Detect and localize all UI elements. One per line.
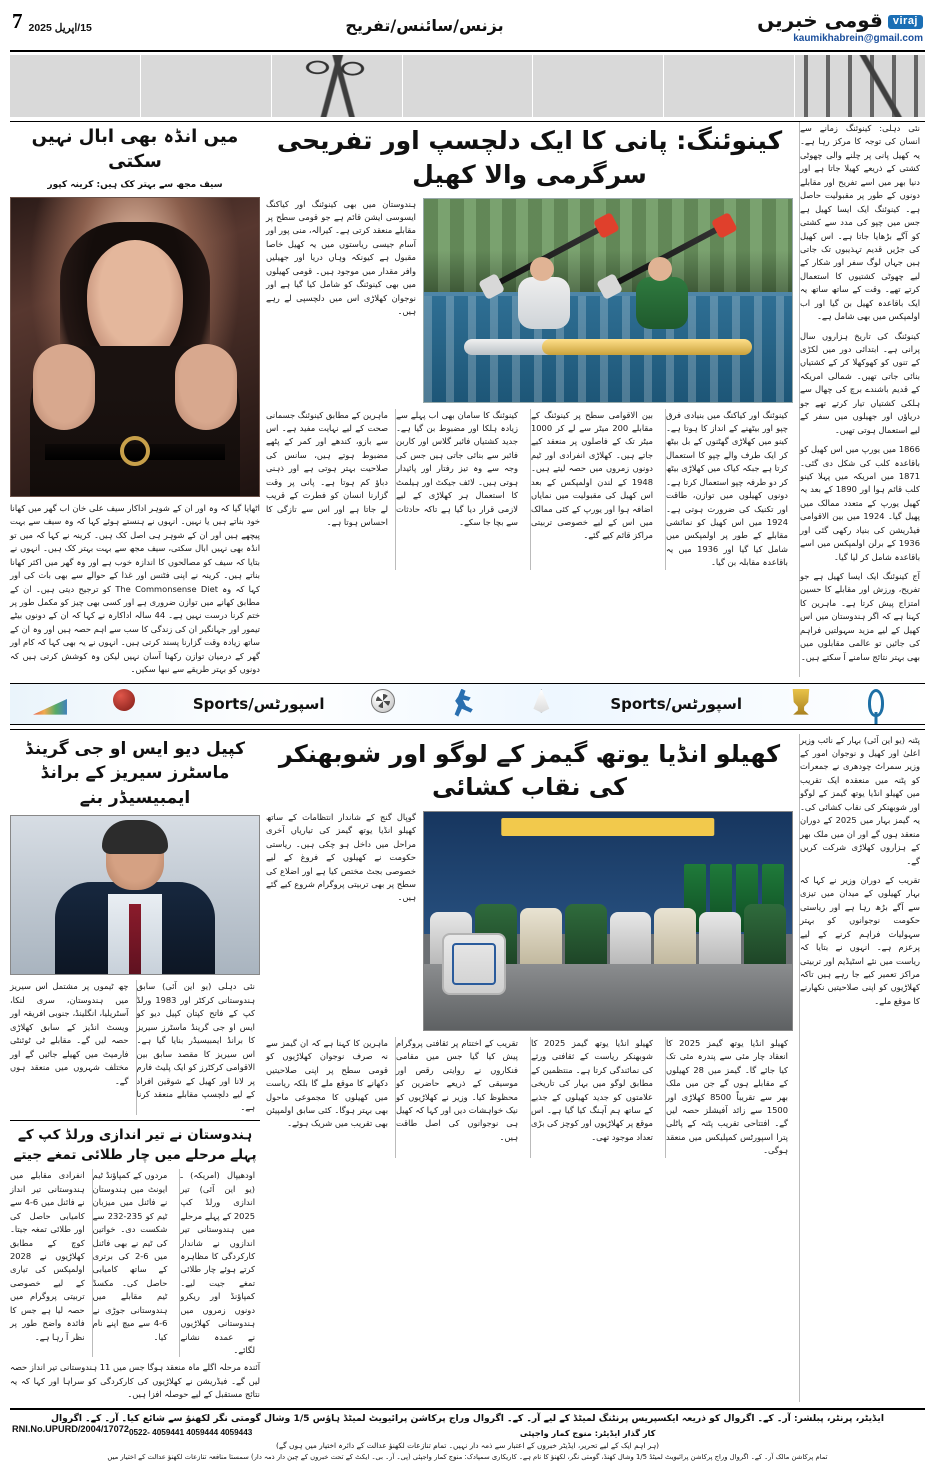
kareena-article	[10, 122, 260, 677]
strip-globes-photo	[141, 55, 271, 117]
kareena-column-1: اٹھایا گیا کہ وہ اور ان کے شوہر اداکار سیف علی خان اب گھر میں کھانا خود بناتے ہیں یا نہیں۔ انہوں نے ہنستے ہوئے کہا کہ وہ سیف سے بہت پیچھے ہیں اور ان کے شوہر ہی اصل کک ہیں۔ کرینہ نے کہا کہ میں تو انڈہ بھی نہیں ابال سکتی، سیف مجھ سے بہت بہتر کک ہیں۔ انہوں نے بتایا کہ سیف کو مصالحوں کا اندازہ خوب ہے اور وہ گھر میں اکثر کھانا بناتے ہیں۔ کرینہ نے اپنی فٹنس اور غذا کے حوالے سے بھی بات کی اور کہا کہ وہ The Commonsense Diet کو ترجیح دیتی ہیں۔ ان کے مطابق کھانے میں توازن ضروری ہے اور کسی بھی چیز کو مکمل طور پر ختم کرنا درست نہیں ہے۔ 44 سالہ اداکارہ نے کہا کہ ان کے دونوں بیٹے تیمور اور جہانگیر ان کی زندگی کا سب سے اہم حصہ ہیں اور وہ ان کے ساتھ زیادہ وقت گزارنا پسند کرتی ہیں۔ انہوں نے یہ بھی کہا کہ کام اور گھر کے درمیان توازن رکھنا آسان نہیں لیکن وہ کوشش کرتی ہیں کہ دونوں کو بہتر طریقے سے نبھا سکیں۔	[10, 502, 260, 675]
masthead-left	[12, 10, 92, 34]
kayak-body-columns	[266, 409, 793, 570]
kayak-top-row	[266, 198, 793, 403]
kapil-tie	[129, 904, 141, 974]
footer-imprint-text: ایڈیٹر، پرنٹر، پبلشر: آر۔ کے۔ اگروال کو ذریعہ ایکسپریس پرنٹنگ لمیٹڈ کے لیے آر۔ کے۔ اگروال وراج پرکاشن پرائیویٹ لمیٹڈ ہاؤس 1/5 وشال گومتی نگر لکھنؤ سے شائع کیا۔ آر۔ کے۔ اگروال	[51, 1412, 884, 1424]
logo-drum-display	[442, 933, 506, 995]
kayak-column-5: کینوئنگ اور کیاکنگ میں بنیادی فرق چپو اور بیٹھنے کے انداز کا ہوتا ہے۔ کینو میں کھلاڑی گھٹنوں کے بل بیٹھ کر ایک طرف والے چپو کا استعمال کرتا ہے جبکہ کیاک میں کھلاڑی بیٹھ کر دو طرفہ چپو استعمال کرتا ہے۔ دونوں کھیلوں میں توازن، طاقت اور تکنیک کی ضرورت ہوتی ہے۔ 1924 میں اس کھیل کو نمائشی مقابلے کے طور پر اولمپکس میں شامل کیا گیا اور 1936 میں یہ باقاعدہ مقابلہ بن گیا۔	[665, 409, 793, 570]
football-icon	[371, 689, 405, 719]
brand-title	[757, 10, 923, 30]
top-section	[10, 122, 925, 677]
strip-market-chart-photo	[795, 55, 925, 117]
runner-icon	[450, 689, 484, 719]
archery-column-3: اودھیپال (امریکہ) ـ (یو این آئی) تیر اندازی ورلڈ کپ 2025 کے پہلے مرحلے میں ہندوستانی تیر اندازوں نے شاندار کارکردگی کا مظاہرہ کرتے ہوئے چار طلائی تمغے جیت لیے۔ کمپاؤنڈ اور ریکرو دونوں زمروں میں ہندوستانی کھلاڑیوں نے عمدہ نشانے لگائے۔	[179, 1169, 260, 1357]
khelo-column-4: کھیلو انڈیا یوتھ گیمز 2025 کا شوبھنکر ریاست کے ثقافتی ورثے کی نمائندگی کرتا ہے۔ منتظمین کے مطابق لوگو میں بہار کی تاریخی علامتوں کو جدید کھیلوں کے جذبے کے ساتھ ہم آہنگ کیا گیا ہے۔ اس موقع پر کھلاڑیوں اور کوچز کی بڑی تعداد موجود تھی۔	[530, 1037, 658, 1158]
kareena-shoulder-right	[175, 344, 237, 430]
kapil-headline: کپیل دیو ایس او جی گرینڈ ماسٹرز سیریز کے برانڈ ایمبیسیڈر بنے	[25, 738, 245, 808]
masthead	[10, 8, 925, 48]
canoe-history-3: آج کینوئنگ ایک ایسا کھیل ہے جو تفریح، ورزش اور مقابلے کا حسین امتزاج پیش کرتا ہے۔ ماہرین کا کہنا ہے کہ اگر ہندوستان میں اس کھیل کے لیے مزید سہولتیں فراہم کی جائیں تو عالمی مقابلوں میں بھی بہتر نتائج سامنے آ سکتے ہیں۔	[800, 571, 920, 662]
sports-label-right: اسپورٹس/Sports	[610, 694, 743, 713]
archery-column-1: انفرادی مقابلے میں ہندوستانی تیر انداز نے فائنل میں 6-4 سے کامیابی حاصل کی اور طلائی تمغہ جیتا۔ کوچ کے مطابق کھلاڑیوں نے 2028 اولمپکس کی تیاری کے لیے خصوصی تربیتی پروگرام میں حصہ لیا ہے جس کا فائدہ واضح طور پر نظر آ رہا ہے۔	[10, 1170, 85, 1342]
archery-column-2: مردوں کے کمپاؤنڈ ٹیم ایونٹ میں ہندوستان نے فائنل میں میزبان ٹیم کو 235-232 سے شکست دی۔ خواتین کی ٹیم نے بھی فائنل میں 6-2 کی برتری کے ساتھ کامیابی حاصل کی۔ مکسڈ ٹیم مقابلے میں ہندوستانی جوڑی نے 6-4 سے میچ اپنے نام کیا۔	[92, 1169, 173, 1357]
kayak-lead-column	[799, 122, 925, 677]
kareena-headline: میں انڈہ بھی ابال نہیں سکتی	[31, 126, 239, 173]
viraj-badge: viraj	[888, 15, 923, 29]
kareena-photo	[10, 197, 260, 497]
footer-editor-line	[10, 1427, 925, 1439]
footer-editor: کار گذار ایڈیٹر: منوج کمار واجپئی	[519, 1427, 656, 1438]
khelo-column-2: ماہرین کا کہنا ہے کہ ان گیمز سے نہ صرف نوجوان کھلاڑیوں کو قومی سطح پر اپنی صلاحیتیں دکھانے کا موقع ملے گا بلکہ ریاست میں کھیلوں کا مجموعی ماحول بھی بہتر ہوگا۔ کئی سابق اولمپیئن بھی تقریب میں شریک ہوئے۔	[266, 1037, 388, 1129]
athlete-body	[636, 277, 688, 329]
canoe-history-1: کینوئنگ کی تاریخ ہزاروں سال پرانی ہے۔ ابتدائی دور میں لکڑی کے تنوں کو کھوکھلا کر کے کشتیاں بنائی جاتی تھیں۔ شمالی امریکہ کے قدیم باشندے برچ کی چھال سے ہلکی کشتیاں تیار کرتے تھے جو دریاؤں اور جھیلوں میں سفر کے لیے استعمال ہوتی تھیں۔	[800, 330, 920, 435]
strip-food-photo	[10, 55, 140, 117]
kayak-athlete-left	[504, 257, 588, 349]
khelo-top-row	[266, 811, 793, 1031]
kareena-shoulder-left	[33, 344, 95, 430]
strip-stadium-photo	[533, 55, 663, 117]
stage-banner	[501, 818, 714, 836]
kapil-column-1: چھ ٹیموں پر مشتمل اس سیریز میں ہندوستان، سری لنکا، آسٹریلیا، انگلینڈ، جنوبی افریقہ اور ویسٹ انڈیز کے سابق کھلاڑی حصہ لیں گے۔ مقابلے ٹی ٹوئنٹی فارمیٹ میں کھیلے جائیں گے اور مختلف شہروں میں منعقد ہوں گے۔	[10, 981, 129, 1086]
kareena-body-columns	[10, 502, 260, 677]
kayak-article	[266, 122, 793, 677]
khelo-column-1: گوپال گنج کے شاندار انتظامات کے ساتھ کھیلو انڈیا یوتھ گیمز کی تیاریاں آخری مراحل میں داخل ہو چکی ہیں۔ ریاستی حکومت نے کھیلوں کے فروغ کے لیے خصوصی بجٹ مختص کیا ہے اور اضلاع کی سطح پر بھی تربیتی پروگرام شروع کیے گئے ہیں۔	[266, 811, 416, 903]
archery-column-4: آئندہ مرحلہ اگلے ماہ منعقد ہوگا جس میں 11 ہندوستانی تیر انداز حصہ لیں گے۔ فیڈریشن نے کھلاڑیوں کی کارکردگی کو سراہا اور کہا کہ یہ نتائج مستقبل کے لیے حوصلہ افزا ہیں۔	[10, 1362, 260, 1400]
kayak-column-4: بین الاقوامی سطح پر کینوئنگ کے مقابلے 200 میٹر سے لے کر 1000 میٹر تک کے فاصلوں پر منعقد کیے جاتے ہیں۔ کھلاڑی انفرادی اور ٹیم دونوں زمروں میں حصہ لیتے ہیں۔ 1948 کے لندن اولمپکس کے بعد اس کھیل کی مقبولیت میں نمایاں اضافہ ہوا اور یورپ کے کئی ممالک میں اس کے لیے خصوصی تربیتی مراکز قائم کیے گئے۔	[530, 409, 658, 570]
athlete-body	[518, 277, 570, 329]
masthead-right	[757, 10, 923, 44]
footer-legal: تمام پرکاشن مالک آر۔ کے۔ اگروال وراج پرکاشن پرائیویٹ لمیٹڈ 1/5 وشال کھنڈ، گومتی نگر، لکھنؤ کا نام ہے۔ کاریکاری سمپادک: منوج کمار واجپئی (پی۔ آر۔ بی۔ ایکٹ کے تحت خبروں کے چین دار ذمہ دار) سمستا منافعہ تنازعات لکھنؤ عدالت کے اختیار میں	[107, 1452, 828, 1461]
khelo-column-3: تقریب کے اختتام پر ثقافتی پروگرام پیش کیا گیا جس میں مقامی فنکاروں نے روایتی رقص اور موسیقی کے ذریعے حاضرین کو محظوظ کیا۔ وزیر نے کھلاڑیوں کو نیک خواہشات دیں اور کہا کہ کھیل ہی نوجوانوں کی اصل طاقت ہیں۔	[395, 1037, 523, 1158]
kapil-hair	[102, 820, 168, 854]
athlete-head	[648, 257, 672, 281]
strip-stethoscope-photo	[272, 55, 402, 117]
canoe-history-2: 1866 میں یورپ میں اس کھیل کو باقاعدہ کلب کی شکل دی گئی۔ 1871 میں امریکہ میں پہلا کینو کلب قائم ہوا اور 1890 کے بعد یہ کھیل یورپ کے متعدد ممالک میں پھیل گیا۔ 1924 میں بین الاقوامی فیڈریشن کی بنیاد رکھی گئی اور 1936 کے برلن اولمپکس میں اسے باقاعدہ شامل کر لیا گیا۔	[800, 444, 921, 562]
footer-rni: RNI.No.UPURD/2004/17072	[12, 1423, 129, 1434]
archery-body-columns	[10, 1169, 260, 1357]
sports-label-left: اسپورٹس/Sports	[192, 694, 325, 713]
kayak-athlete-right	[622, 257, 706, 349]
section-title: بزنس/سائنس/تفریح	[345, 16, 504, 35]
footer	[10, 1408, 925, 1463]
khelo-india-photo	[423, 811, 793, 1031]
fan-icon	[33, 689, 67, 719]
brand-name: قومی خبریں	[757, 8, 883, 32]
kayaking-photo	[423, 198, 793, 403]
trophy-icon	[788, 689, 822, 719]
sports-band-rule	[10, 729, 925, 730]
kayak-lead-text: نئی دہلی: کینوئنگ زمانے سے انسان کی توجہ کا مرکز رہا ہے۔ یہ کھیل پانی پر چلنے والی چھوٹی کشتی کے ذریعے کھیلا جاتا ہے اور دنیا بھر میں اسے تفریح اور مقابلے دونوں کے طور پر مقبولیت حاصل ہے۔ کینوئنگ ایک ایسا کھیل ہے جس میں چپو کی مدد سے کشتی کو آگے بڑھایا جاتا ہے۔ اس کھیل کی جڑیں قدیم تہذیبوں تک جاتی ہیں جہاں لوگ سفر اور شکار کے لیے چھوٹی کشتیوں کا استعمال کرتے تھے۔ وقت کے ساتھ ساتھ یہ ایک باقاعدہ کھیل بن گیا اور اب اولمپکس میں بھی شامل ہے۔	[800, 123, 920, 322]
issue-date: 15/اپریل 2025	[28, 22, 92, 34]
footer-phones: 0522- 4059441 4059444 4059443	[128, 1427, 253, 1437]
footer-disclaimer: (ہر اہم ایک کے لیے تحریر، ایڈیٹر خبروں کے اعتبار سے ذمہ دار نہیں۔ تمام تنازعات لکھنؤ عدالت کے دائرہ اختیار میں ہوں گے)	[275, 1440, 660, 1450]
khelo-lead-column	[799, 734, 925, 1402]
khelo-lead-text-2: تقریب کے دوران وزیر نے کہا کہ بہار کھیلوں کے میدان میں تیزی سے آگے بڑھ رہا ہے اور ریاستی حکومت نوجوانوں کو بہتر سہولیات فراہم کرنے کے لیے پرعزم ہے۔ انہوں نے بتایا کہ ریاست میں نئے اسٹیڈیم اور تربیتی مراکز تعمیر کیے جا رہے ہیں تاکہ کھلاڑیوں کو اپنی صلاحیتیں نکھارنے کا موقع ملے۔	[800, 874, 920, 1006]
khelo-india-article	[266, 734, 793, 1402]
tennis-racket-icon	[868, 689, 902, 719]
photo-strip	[10, 55, 925, 117]
strip-xray-photo	[664, 55, 794, 117]
khelo-india-headline: کھیلو انڈیا یوتھ گیمز کے لوگو اور شوبھنکر کی نقاب کشائی	[278, 739, 781, 802]
khelo-body-columns	[266, 1037, 793, 1158]
kayak-column-3: کینوئنگ کا سامان بھی اب پہلے سے زیادہ ہلکا اور مضبوط بن گیا ہے۔ جدید کشتیاں فائبر گلاس اور کاربن فائبر سے بنائی جاتی ہیں جس کی وجہ سے وہ تیز رفتار اور پائیدار ہوتی ہیں۔ لائف جیکٹ اور ہیلمٹ کا استعمال ہر کھلاڑی کے لیے لازمی قرار دیا گیا ہے تاکہ حادثات سے بچا جا سکے۔	[395, 409, 523, 570]
athlete-head	[530, 257, 554, 281]
contact-email: kaumikhabrein@gmail.com	[793, 33, 923, 44]
kareena-deck: سیف مجھ سے بہتر کک ہیں: کرینہ کپور	[47, 180, 223, 191]
kapil-article	[10, 734, 260, 1402]
masthead-rule	[10, 50, 925, 52]
cricket-ball-icon	[113, 689, 147, 719]
shuttlecock-icon	[530, 689, 564, 719]
kapil-photo	[10, 815, 260, 975]
kayak-column-2: ماہرین کے مطابق کینوئنگ جسمانی صحت کے لیے نہایت مفید ہے۔ اس سے بازو، کندھے اور کمر کے پٹھے مضبوط ہوتے ہیں، سانس کی صلاحیت بہتر ہوتی ہے اور ذہنی دباؤ کم ہوتا ہے۔ پانی پر وقت گزارنا انسان کو فطرت کے قریب لے جاتا ہے اور اس سے تازگی کا احساس ہوتا ہے۔	[266, 409, 388, 527]
khelo-column-5: کھیلو انڈیا یوتھ گیمز 2025 کا انعقاد چار مئی سے پندرہ مئی تک کیا جائے گا۔ گیمز میں 28 کھیلوں کے مقابلے ہوں گے جن میں ملک بھر سے تقریباً 8500 کھلاڑی اور 1500 سے زائد آفیشلز حصہ لیں گے۔ افتتاحی تقریب پٹنہ کے پاٹلی پترا اسپورٹس کمپلیکس میں منعقد ہوگی۔	[665, 1037, 793, 1158]
kayak-column-1: ہندوستان میں بھی کینوئنگ اور کیاکنگ ایسوسی ایشن قائم ہے جو قومی سطح پر مقابلے منعقد کرتی ہے۔ کیرالہ، منی پور اور آسام جیسی ریاستوں میں یہ کھیل خاصا مقبول ہے کیونکہ وہاں دریا اور جھیلیں وافر مقدار میں موجود ہیں۔ قومی کھیلوں میں بھی کینوئنگ کو شامل کیا گیا ہے اور نوجوان کھلاڑی اس میں دلچسپی لے رہے ہیں۔	[266, 198, 416, 316]
kapil-column-2: نئی دہلی (یو این آئی) سابق ہندوستانی کرکٹر اور 1983 ورلڈ کپ کے فاتح کپتان کپیل دیو کو ایس او جی گرینڈ ماسٹرز سیریز کا برانڈ ایمبیسیڈر بنایا گیا ہے۔ اس سیریز کا مقصد سابق بین الاقوامی کرکٹرز کو ایک پلیٹ فارم پر لانا اور کھیل کے شوقین افراد کے لیے دلچسپ مقابلے منعقد کرنا ہے۔	[136, 980, 261, 1114]
archery-headline: ہندوستان نے تیر اندازی ورلڈ کپ کے پہلے مرحلے میں چار طلائی تمغے جیتے	[10, 1120, 260, 1170]
bottom-section	[10, 734, 925, 1402]
khelo-lead-text: پٹنہ (یو این آئی) بہار کے نائب وزیر اعلیٰ اور کھیل و نوجوان امور کے وزیر سمراٹ چودھری نے جمعرات کو پٹنہ میں منعقدہ ایک تقریب میں کھیلو انڈیا یوتھ گیمز کے لوگو اور شوبھنکر کی نقاب کشائی کی۔ یہ گیمز بہار میں 2025 کے دوران منعقد ہوں گے اور ان میں ملک بھر کے ہزاروں کھلاڑی شرکت کریں گے۔	[800, 734, 920, 866]
strip-film-reel-photo	[403, 55, 533, 117]
kapil-body-columns	[10, 980, 260, 1114]
kareena-buckle	[120, 436, 150, 466]
sports-section-band	[10, 683, 925, 725]
kayak-headline: کینوئنگ: پانی کا ایک دلچسپ اور تفریحی سرگرمی والا کھیل	[276, 126, 783, 189]
page-number: 7	[12, 9, 23, 33]
